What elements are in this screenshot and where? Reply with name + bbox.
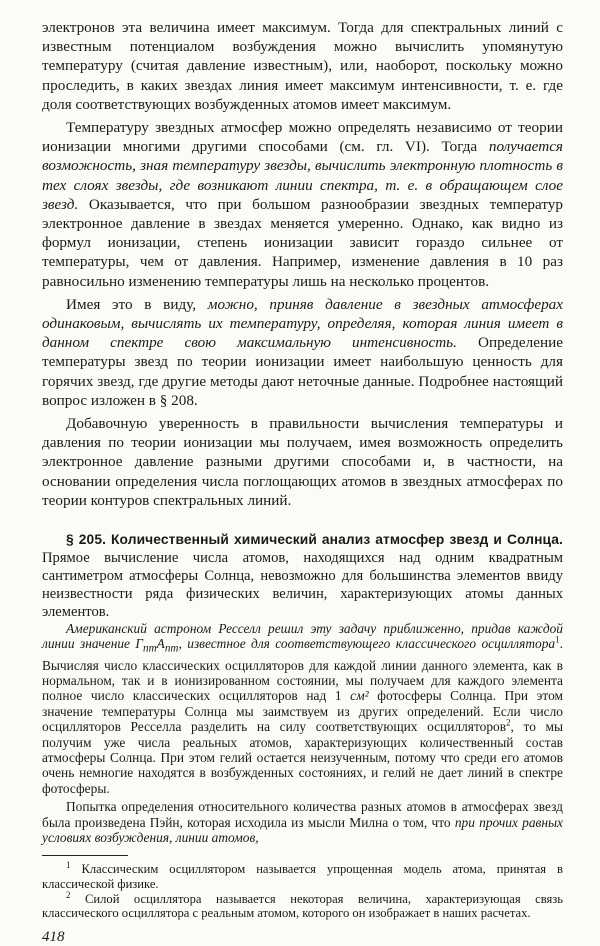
book-page bbox=[42, 18, 563, 946]
section-205: § 205. Количественный химический анализ атмосфер звезд и Солнца. Прямое вычисление числа атомов, находящихся над одним квадратным сантиметром атмосферы Солнца, невозможно для большинства элементов ввиду неизвестности ряда физических величин, характеризующих атомы данных элементов. bbox=[42, 532, 563, 621]
section-title: § 205. Количественный химический анализ атмосфер звезд и Солнца. bbox=[66, 532, 563, 548]
page-number: 418 bbox=[42, 928, 65, 945]
paragraph-temperature-methods: Температуру звездных атмосфер можно определять независимо от теории ионизации многими другими способами (см. гл. VI). Тогда получается возможность, зная температуру звезды, вычислить электронную плотность в тех слоях звезды, где возникают линии спектра, т. е. в обращающем слое звезд. Оказывается, что при большом разнообразии звездных температур электронное давление в звездах меняется умеренно. Однако, как видно из формул ионизации, степень ионизации зависит гораздо сильнее от температуры, чем от давления. Например, изменение давления в 10 раз равносильно изменению температуры лишь на несколько процентов. bbox=[42, 119, 563, 290]
paragraph-russell: Американский астроном Ресселл решил эту задачу приближенно, придав каждой линии значение $\Gamma_{nm}A_{nm}$, известное для соответствующего классического осциллятора$^1$. Вычисляя число классических осцилляторов для каждой линии данного элемента, как в нормальном, так и в ионизированном состоянии, мы получаем для каждого элемента полное число классических осцилляторов над 1 см² фотосферы Солнца. При этом значение температуры Солнца мы заимствуем из других определений. Если число осцилляторов Ресселла разделить на силу соответствующих осцилляторов$^2$, то мы получим уже числа реальных атомов, характеризующих количественный состав атмосферы Солнца. При этом гелий остается неизученным, потому что среди его атомов очень немногие находятся в возбужденных состояниях, и гелий не дает линий в спектре фотосферы. bbox=[42, 621, 563, 796]
footnote-ref-2: 2 bbox=[506, 717, 511, 728]
paragraph-additional-confidence: Добавочную уверенность в правильности вычисления температуры и давления по теории ионизации мы получаем, имея возможность определить электронное давление разными другими способами и, в частности, на основании определения числа поглощающих атомов в звездных атмосферах по теории контуров спектральных линий. bbox=[42, 415, 563, 509]
footnote-1: $^1$ Классическим осциллятором называется упрощенная модель атома, принятая в классической физике. bbox=[42, 860, 563, 892]
paragraph-continuation: электронов эта величина имеет максимум. Тогда для спектральных линий с известным потенциалом возбуждения можно вычислить упомянутую температуру (считая давление известным), или, наоборот, поскольку можно проследить, в каких звездах линия имеет максимум интенсивности, т. е. где доля соответствующих возбужденных атомов имеет максимум. bbox=[42, 19, 563, 113]
footnote-2: $^2$ Силой осциллятора называется некоторая величина, характеризующая связь классического осциллятора с реальным атомом, которого он изображает в наших расчетах. bbox=[42, 889, 563, 921]
footnote-separator bbox=[42, 855, 128, 856]
footnote-ref-1: 1 bbox=[555, 635, 560, 646]
paragraph-payne: Попытка определения относительного количества разных атомов в атмосферах звезд была произведена Пэйн, которая исходила из мысли Милна о том, что при прочих равных условиях возбуждения, линии атомов, bbox=[42, 799, 563, 846]
paragraph-equal-pressure: Имея это в виду, можно, приняв давление в звездных атмосферах одинаковым, вычислять их температуру, определяя, которая линия имеет в данном спектре свою максимальную интенсивность. Определение температуры звезд по теории ионизации имеет наибольшую ценность для горячих звезд, где другие методы дают неточные данные. Подробнее настоящий вопрос изложен в § 208. bbox=[42, 295, 563, 409]
